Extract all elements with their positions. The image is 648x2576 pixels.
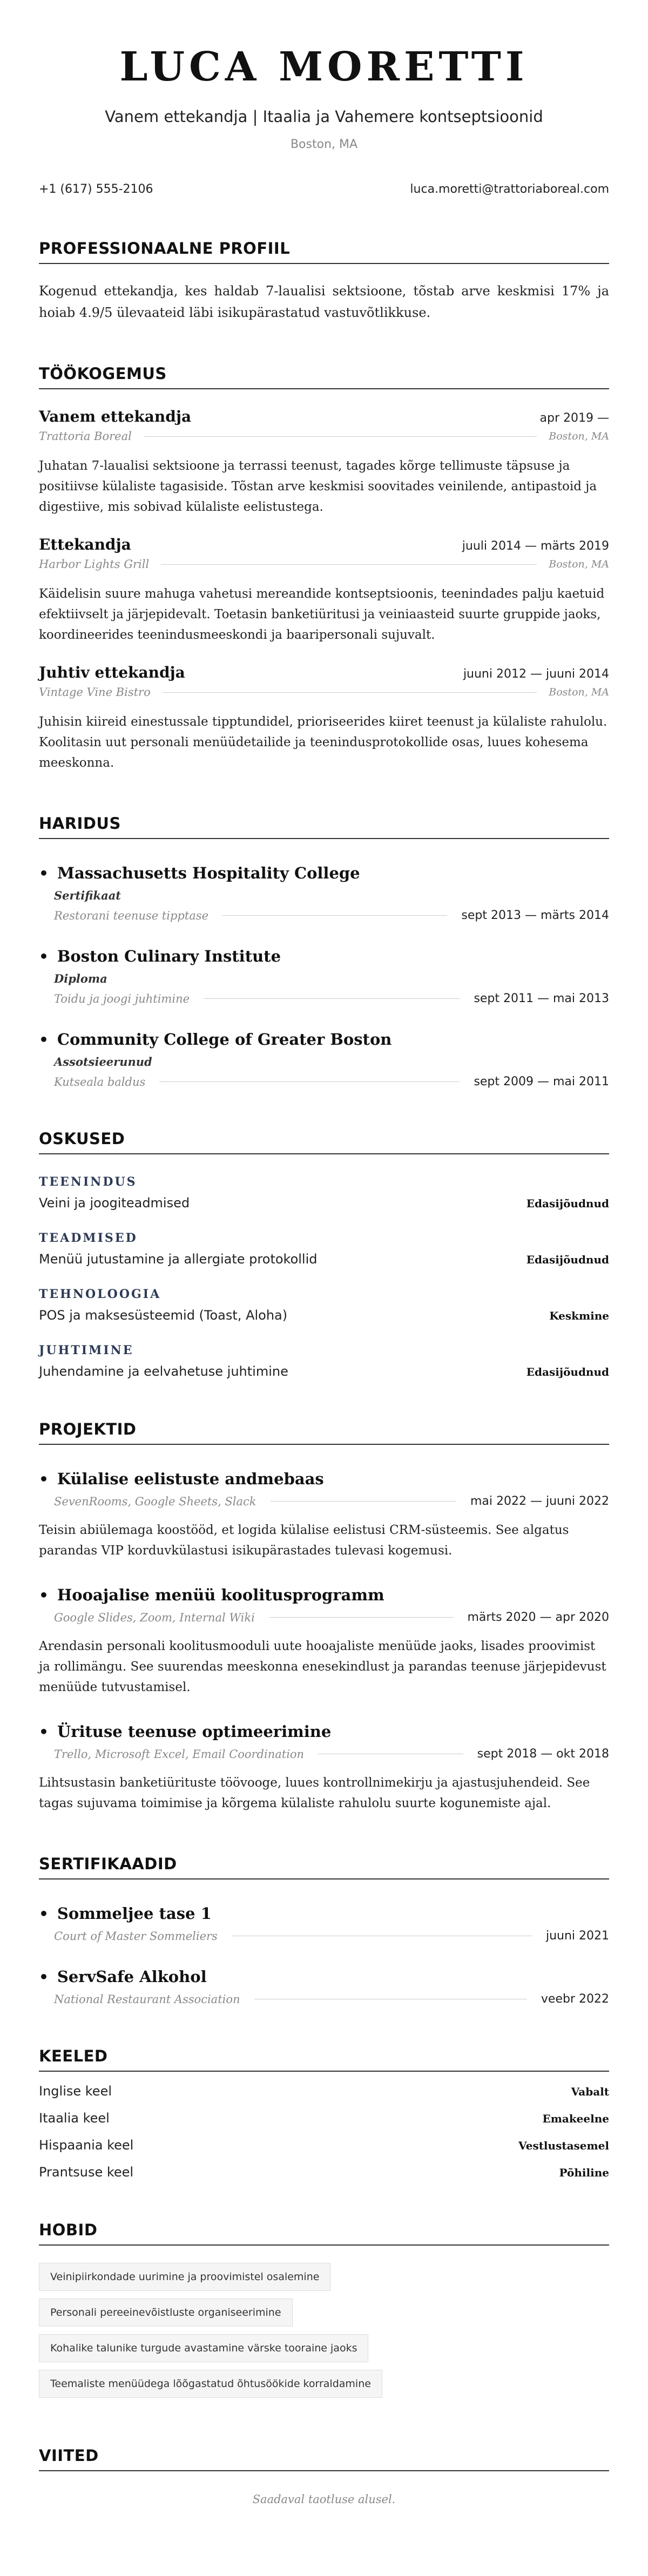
skill-name: POS ja maksesüsteemid (Toast, Aloha) <box>39 1308 288 1323</box>
bullet-icon: • <box>39 1586 49 1605</box>
divider <box>269 1617 454 1618</box>
project-name: Külalise eelistuste andmebaas <box>57 1470 324 1489</box>
skill-category: JUHTIMINE <box>39 1343 134 1358</box>
skill-level: Edasijõudnud <box>526 1253 609 1267</box>
skill-name: Juhendamine ja eelvahetuse juhtimine <box>39 1364 288 1380</box>
references-section <box>39 2446 609 2506</box>
language-name: Hispaania keel <box>39 2138 134 2153</box>
resume-header <box>39 0 609 151</box>
job-location: Boston, MA <box>549 558 609 571</box>
language-row <box>39 2084 609 2099</box>
experience-entry <box>39 536 609 645</box>
divider <box>204 998 460 999</box>
job-title: Ettekandja <box>39 536 131 554</box>
bullet-icon: • <box>39 1968 49 1986</box>
job-dates: juuni 2012 — juuni 2014 <box>463 667 609 681</box>
language-row <box>39 2165 609 2180</box>
hobby-tag: Personali pereeinevõistluste organiseerimine <box>39 2298 293 2327</box>
company-name: Harbor Lights Grill <box>39 558 150 571</box>
job-dates: juuli 2014 — märts 2019 <box>462 539 609 553</box>
project-name: Hooajalise menüü koolitusprogramm <box>57 1586 384 1605</box>
bullet-icon: • <box>39 1470 49 1489</box>
bullet-icon: • <box>39 1031 49 1049</box>
education-entry <box>39 947 609 1005</box>
language-name: Inglise keel <box>39 2084 112 2099</box>
project-tools: Trello, Microsoft Excel, Email Coordination <box>54 1747 305 1761</box>
certification-date: juuni 2021 <box>545 1929 609 1943</box>
divider <box>144 436 537 437</box>
email-address: luca.moretti@trattoriaboreal.com <box>410 182 609 197</box>
divider <box>222 915 447 916</box>
section-title-education: HARIDUS <box>39 814 609 839</box>
divider <box>159 1081 460 1082</box>
experience-entry <box>39 408 609 517</box>
skill-group <box>39 1287 609 1323</box>
skill-level: Edasijõudnud <box>526 1365 609 1379</box>
candidate-tagline: Vanem ettekandja | Itaalia ja Vahemere kontseptsioonid <box>105 107 543 126</box>
projects-section <box>39 1420 609 1814</box>
skill-name: Veini ja joogiteadmised <box>39 1195 190 1211</box>
bullet-icon: • <box>39 864 49 883</box>
certifications-section <box>39 1855 609 2006</box>
hobby-tag: Veinipiirkondade uurimine ja proovimistel osalemine <box>39 2263 330 2291</box>
certification-entry <box>39 1968 609 2006</box>
certification-entry <box>39 1904 609 1943</box>
job-location: Boston, MA <box>549 686 609 699</box>
divider <box>271 1501 456 1502</box>
section-title-references: VIITED <box>39 2446 609 2471</box>
skill-category: TEHNOLOOGIA <box>39 1287 161 1302</box>
skill-name: Menüü jutustamine ja allergiate protokollid <box>39 1252 318 1267</box>
certification-name: Sommeljee tase 1 <box>57 1904 212 1923</box>
job-dates: apr 2019 — <box>539 411 609 425</box>
education-entry <box>39 1030 609 1088</box>
skill-group <box>39 1231 609 1267</box>
education-dates: sept 2013 — märts 2014 <box>461 909 609 923</box>
job-description: Juhisin kiireid einestussale tipptundidel, prioriseerides kiiret teenust ja külaliste rahulolu. Koolitasin uut personali menüüdetailide ja teenindusprotokollide osas, luues kohesema meeskonna. <box>39 715 608 770</box>
contact-row <box>39 182 609 196</box>
skill-group <box>39 1175 609 1211</box>
school-name: Community College of Greater Boston <box>57 1030 392 1049</box>
education-dates: sept 2011 — mai 2013 <box>474 992 609 1006</box>
degree-type: Assotsieerunud <box>54 1055 152 1069</box>
degree-type: Diploma <box>54 972 107 986</box>
references-note: Saadaval taotluse alusel. <box>252 2493 396 2506</box>
project-entry <box>39 1470 609 1561</box>
project-entry <box>39 1722 609 1814</box>
phone-number: +1 (617) 555-2106 <box>39 182 153 197</box>
language-level: Vabalt <box>571 2085 609 2099</box>
hobby-tag: Kohalike talunike turgude avastamine värske tooraine jaoks <box>39 2334 368 2362</box>
project-description: Arendasin personali koolitusmooduli uute hooajaliste menüüde jaoks, lisades proovimist ja rollimängu. See suurendas meeskonna enesekindlust ja parandas teenuse järjepidevust menüüde tutvustamisel. <box>39 1639 606 1695</box>
job-description: Juhatan 7-laualisi sektsioone ja terrassi teenust, tagades kõrge tellimuste täpsuse ja positiivse külaliste tagasiside. Tõstan arve keskmisi soovitades veinilende, antipastoid ja digestiive, mis sobivad külaliste eelistustega. <box>39 459 597 515</box>
skill-category: TEADMISED <box>39 1231 138 1246</box>
skill-category: TEENINDUS <box>39 1175 137 1189</box>
language-level: Põhiline <box>559 2166 609 2180</box>
language-level: Emakeelne <box>542 2112 609 2126</box>
education-section <box>39 814 609 1088</box>
certification-date: veebr 2022 <box>541 1992 609 2006</box>
section-title-profile: PROFESSIONAALNE PROFIIL <box>39 239 609 264</box>
field-of-study: Toidu ja joogi juhtimine <box>54 992 190 1005</box>
skills-section <box>39 1130 609 1379</box>
project-entry <box>39 1586 609 1698</box>
bullet-icon: • <box>39 1905 49 1923</box>
job-location: Boston, MA <box>549 430 609 443</box>
candidate-name: LUCA MORETTI <box>119 44 529 90</box>
project-tools: SevenRooms, Google Sheets, Slack <box>54 1495 256 1508</box>
skill-group <box>39 1343 609 1379</box>
languages-section <box>39 2047 609 2180</box>
hobbies-section <box>39 2221 609 2405</box>
project-description: Teisin abiülemaga koostööd, et logida külalise eelistusi CRM-süsteemis. See algatus parandas VIP korduvkülastusi isikupärastades tulevasi kogemusi. <box>39 1523 569 1558</box>
divider <box>163 692 537 693</box>
candidate-location: Boston, MA <box>290 138 358 152</box>
bullet-icon: • <box>39 948 49 966</box>
experience-entry <box>39 664 609 773</box>
certification-name: ServSafe Alkohol <box>57 1968 207 1986</box>
certification-issuer: Court of Master Sommeliers <box>54 1929 218 1943</box>
project-dates: sept 2018 — okt 2018 <box>477 1747 609 1761</box>
hobby-tag: Teemaliste menüüdega lõõgastatud õhtusöökide korraldamine <box>39 2370 382 2398</box>
section-title-experience: TÖÖKOGEMUS <box>39 364 609 389</box>
job-title: Juhtiv ettekandja <box>39 664 185 682</box>
skill-level: Edasijõudnud <box>526 1197 609 1211</box>
divider <box>161 564 537 565</box>
project-tools: Google Slides, Zoom, Internal Wiki <box>54 1611 255 1624</box>
section-title-projects: PROJEKTID <box>39 1420 609 1445</box>
language-row <box>39 2138 609 2153</box>
field-of-study: Kutseala baldus <box>54 1075 146 1088</box>
degree-type: Sertifikaat <box>54 889 122 903</box>
company-name: Vintage Vine Bistro <box>39 686 151 699</box>
project-dates: mai 2022 — juuni 2022 <box>470 1495 609 1509</box>
school-name: Massachusetts Hospitality College <box>57 864 360 883</box>
language-row <box>39 2111 609 2126</box>
profile-section <box>39 239 609 323</box>
project-dates: märts 2020 — apr 2020 <box>467 1611 609 1625</box>
language-name: Itaalia keel <box>39 2111 110 2126</box>
job-description: Käidelisin suure mahuga vahetusi mereandide kontseptsioonis, teenindades palju kaetuid efektiivselt ja järjepidevalt. Toetasin banketiüritusi ja veiniaasteid suurte gruppide jaoks, koordineerides teenindusmeeskondi ja baaripersonali sujuvalt. <box>39 587 605 643</box>
field-of-study: Restorani teenuse tipptase <box>54 909 209 922</box>
language-level: Vestlustasemel <box>518 2139 609 2153</box>
profile-summary: Kogenud ettekandja, kes haldab 7-laualisi sektsioone, tõstab arve keskmisi 17% ja hoiab 4.9/5 ülevaateid läbi isikupärastatud vastuvõtlikkuse. <box>39 283 609 321</box>
job-title: Vanem ettekandja <box>39 408 192 426</box>
language-name: Prantsuse keel <box>39 2165 134 2180</box>
certification-issuer: National Restaurant Association <box>54 1992 240 2006</box>
section-title-hobbies: HOBID <box>39 2221 609 2246</box>
section-title-languages: KEELED <box>39 2047 609 2072</box>
section-title-certifications: SERTIFIKAADID <box>39 1855 609 1879</box>
section-title-skills: OSKUSED <box>39 1130 609 1154</box>
skill-level: Keskmine <box>549 1309 609 1323</box>
education-entry <box>39 864 609 922</box>
project-name: Ürituse teenuse optimeerimine <box>57 1722 332 1741</box>
school-name: Boston Culinary Institute <box>57 947 281 966</box>
education-dates: sept 2009 — mai 2011 <box>474 1075 609 1089</box>
experience-section <box>39 364 609 773</box>
project-description: Lihtsustasin banketiürituste töövooge, luues kontrollnimekirju ja ajastusjuhendeid. See tagas sujuvama toimimise ja kõrgema külaliste rahulolu suurte kogunemiste ajal. <box>39 1776 590 1811</box>
company-name: Trattoria Boreal <box>39 430 132 443</box>
resume-page <box>39 0 609 2506</box>
bullet-icon: • <box>39 1723 49 1741</box>
